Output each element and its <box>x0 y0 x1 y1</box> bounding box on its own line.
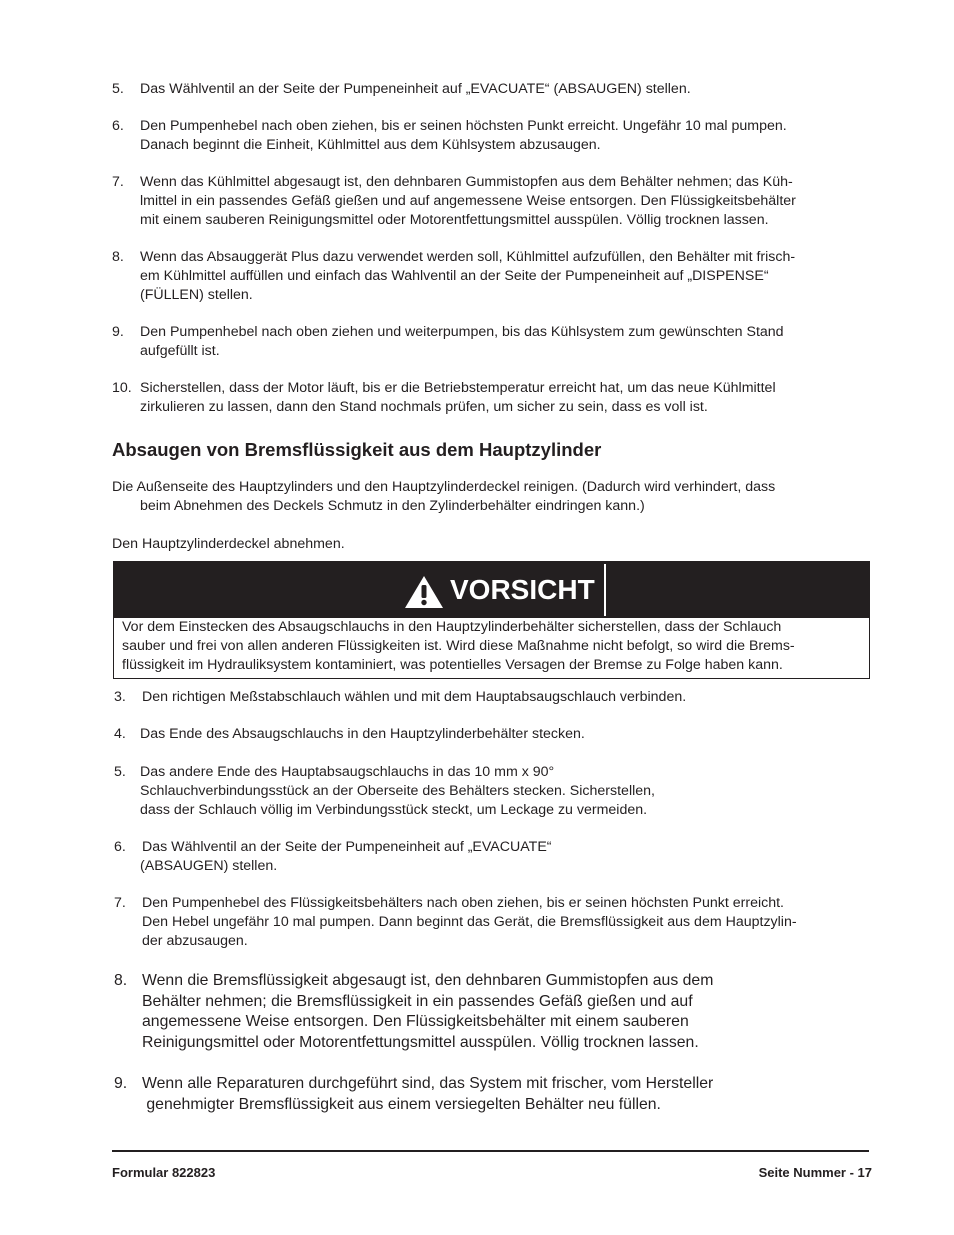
footer-divider <box>112 1150 869 1152</box>
list-item <box>112 379 776 417</box>
item-line: Den Hebel ungefähr 10 mal pumpen. Dann beginnt das Gerät, die Bremsflüssigkeit aus dem Hauptzylin- <box>142 914 797 930</box>
list-item <box>114 688 686 707</box>
intro-line: Die Außenseite des Hauptzylinders und den Hauptzylinderdeckel reinigen. (Dadurch wird verhindert, dass <box>112 479 776 495</box>
item-number: 8. <box>114 972 128 989</box>
item-number: 10. <box>112 380 132 396</box>
item-number: 5. <box>112 81 124 97</box>
list-item <box>112 173 796 230</box>
item-line: Wenn die Bremsflüssigkeit abgesaugt ist, den dehnbaren Gummistopfen aus dem <box>142 972 714 989</box>
item-line: Den Pumpenhebel nach oben ziehen und weiterpumpen, bis das Kühlsystem zum gewünschten Stand <box>140 324 784 340</box>
list-item <box>114 971 713 1053</box>
caution-label <box>392 564 606 616</box>
warning-triangle-icon <box>404 575 444 609</box>
item-line: genehmigter Bremsflüssigkeit aus einem versiegelten Behälter neu füllen. <box>142 1095 661 1113</box>
item-line: zirkulieren zu lassen, dann den Stand nochmals prüfen, um sicher zu sein, dass es voll ist. <box>140 399 708 415</box>
caution-title: VORSICHT <box>450 574 595 605</box>
caution-text <box>122 618 864 675</box>
item-number: 7. <box>114 895 126 911</box>
list-item <box>112 323 784 361</box>
item-number: 6. <box>112 118 124 134</box>
item-line: lmittel in ein passendes Gefäß gießen und auf angemessene Weise entsorgen. Den Flüssigkeitsbehälter <box>140 193 796 209</box>
caution-box <box>113 561 870 679</box>
list-item <box>114 894 797 951</box>
intro-paragraph <box>112 478 775 516</box>
item-number: 4. <box>114 726 126 742</box>
caution-line: Vor dem Einstecken des Absaugschlauchs in den Hauptzylinderbehälter sicherstellen, dass der Schlauch <box>122 619 782 635</box>
list-item <box>112 248 795 305</box>
item-line: Den Pumpenhebel des Flüssigkeitsbehälters nach oben ziehen, bis er seinen höchsten Punkt erreicht. <box>142 895 784 911</box>
item-line: Behälter nehmen; die Bremsflüssigkeit in ein passendes Gefäß gießen und auf <box>142 992 693 1010</box>
item-line: (FÜLLEN) stellen. <box>140 287 253 303</box>
item-line: Das Ende des Absaugschlauchs in den Hauptzylinderbehälter stecken. <box>140 726 585 742</box>
list-item <box>112 117 787 155</box>
item-line: dass der Schlauch völlig im Verbindungsstück steckt, um Leckage zu vermeiden. <box>140 802 648 818</box>
item-line: Wenn das Kühlmittel abgesaugt ist, den dehnbaren Gummistopfen aus dem Behälter nehmen; das Küh- <box>140 174 793 190</box>
item-number: 3. <box>114 689 126 705</box>
intro-step: Den Hauptzylinderdeckel abnehmen. <box>112 536 345 552</box>
list-item <box>112 80 691 99</box>
item-line: Wenn das Absauggerät Plus dazu verwendet werden soll, Kühlmittel aufzufüllen, den Behälter mit frisch- <box>140 249 796 265</box>
item-line: em Kühlmittel auffüllen und einfach das Wahlventil an der Seite der Pumpeneinheit auf „DISPENSE“ <box>140 268 769 284</box>
item-number: 9. <box>112 324 124 340</box>
item-line: Das Wählventil an der Seite der Pumpeneinheit auf „EVACUATE“ (ABSAUGEN) stellen. <box>140 81 691 97</box>
item-line: Den richtigen Meßstabschlauch wählen und mit dem Hauptabsaugschlauch verbinden. <box>142 689 687 705</box>
item-line: Danach beginnt die Einheit, Kühlmittel aus dem Kühlsystem abzusaugen. <box>140 137 601 153</box>
intro-line: beim Abnehmen des Deckels Schmutz in den Zylinderbehälter eindringen kann.) <box>140 498 645 514</box>
caution-line: flüssigkeit im Hydrauliksystem kontaminiert, was potentielles Versagen der Bremse zu Folge haben kann. <box>122 657 783 673</box>
item-line: mit einem sauberen Reinigungsmittel oder Motorentfettungsmittel ausspülen. Völlig trocknen lassen. <box>140 212 769 228</box>
caution-header <box>114 562 869 618</box>
section-heading: Absaugen von Bremsflüssigkeit aus dem Hauptzylinder <box>112 439 602 460</box>
item-line: angemessene Weise entsorgen. Den Flüssigkeitsbehälter mit einem sauberen <box>142 1013 689 1031</box>
item-line: Sicherstellen, dass der Motor läuft, bis er die Betriebstemperatur erreicht hat, um das neue Kühlmittel <box>140 380 776 396</box>
page-number: Seite Nummer - 17 <box>758 1165 872 1180</box>
item-number: 9. <box>114 1075 128 1092</box>
list-item <box>114 725 585 744</box>
list-item <box>114 1074 713 1115</box>
item-number: 8. <box>112 249 124 265</box>
caution-line: sauber und frei von allen anderen Flüssigkeiten ist. Wird diese Maßnahme nicht befolgt, so wird die Brems- <box>122 638 795 654</box>
item-number: 7. <box>112 174 124 190</box>
item-line: (ABSAUGEN) stellen. <box>140 858 278 874</box>
item-line: Das Wählventil an der Seite der Pumpeneinheit auf „EVACUATE“ <box>142 839 552 855</box>
form-number: Formular 822823 <box>112 1165 216 1180</box>
item-line: Das andere Ende des Hauptabsaugschlauchs in das 10 mm x 90° <box>140 764 555 780</box>
item-line: Wenn alle Reparaturen durchgeführt sind, das System mit frischer, vom Hersteller <box>142 1075 714 1092</box>
item-line: Schlauchverbindungsstück an der Oberseite des Behälters stecken. Sicherstellen, <box>140 783 655 799</box>
item-line: aufgefüllt ist. <box>140 343 220 359</box>
list-item <box>114 838 552 876</box>
item-line: Den Pumpenhebel nach oben ziehen, bis er seinen höchsten Punkt erreicht. Ungefähr 10 mal pumpen. <box>140 118 787 134</box>
item-line: Reinigungsmittel oder Motorentfettungsmittel ausspülen. Völlig trocknen lassen. <box>142 1033 699 1051</box>
list-item <box>114 763 655 820</box>
item-number: 5. <box>114 764 126 780</box>
item-number: 6. <box>114 839 126 855</box>
item-line: der abzusaugen. <box>142 933 248 949</box>
